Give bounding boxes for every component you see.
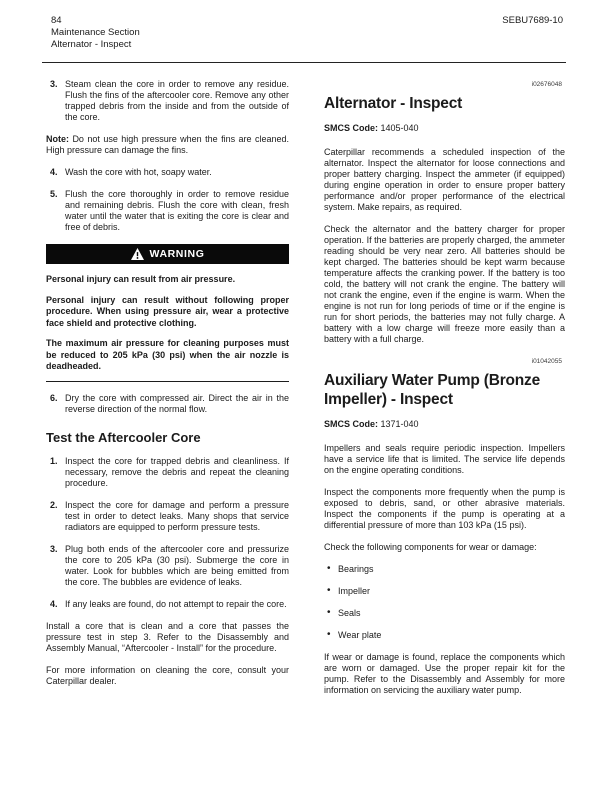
numbered-step — [46, 544, 289, 588]
step-number: 5. — [50, 189, 58, 199]
smcs-code-line — [324, 123, 565, 134]
smcs-code-line — [324, 419, 565, 430]
warning-icon — [131, 248, 144, 260]
warning-header — [46, 244, 289, 264]
page-number: 84 — [51, 15, 62, 26]
smcs-value: 1405-040 — [380, 123, 419, 133]
list-item: • Seals — [324, 608, 565, 619]
list-item: • Wear plate — [324, 630, 565, 641]
step-text: Inspect the core for trapped debris and cleanliness. If necessary, remove the debris and repeat the cleaning procedure. — [65, 455, 289, 488]
body-paragraph: If wear or damage is found, replace the components which are worn or damaged. Use the proper repair kit for the pump. Refer to the Disassembly and Assembly for more information on servicing the auxiliary water pump. — [324, 652, 565, 695]
numbered-step — [46, 189, 289, 233]
smcs-label: SMCS Code: — [324, 123, 378, 133]
article-heading: Alternator - Inspect — [324, 95, 463, 112]
numbered-step — [46, 393, 289, 415]
warning-box — [46, 244, 289, 382]
smcs-label: SMCS Code: — [324, 419, 378, 429]
step-text: Plug both ends of the aftercooler core and pressurize the core to 205 kPa (30 psi). Submerge the core in water. Look for bubbles which are being emitted from the core. The bubbles are evidence of leaks. — [65, 543, 289, 587]
step-text: Flush the core thoroughly in order to remove residue and remaining debris. Flush the core with clean, fresh water until the water that is exiting the core is clear and free of debris. — [65, 189, 289, 232]
step-text: Steam clean the core in order to remove any residue. Flush the fins of the aftercooler core. Remove any other trapped debris from the inside and from the outside of the core. — [65, 79, 289, 122]
step-number: 3. — [50, 543, 58, 554]
body-paragraph: Check the alternator and the battery charger for proper operation. If the batteries are properly charged, the ammeter reading should be very near zero. All batteries should be kept charged. The batteries should be kept warm because temperature affects the cranking power. If the battery is too cold, the battery will not crank the engine. The battery will not crank the engine, even if the engine is warm. When the engine is not run for long periods of time or if the engine is run for short periods, the batteries may not fully charge. A battery with a low charge will freeze more easily than a battery with a full charge. — [324, 224, 565, 344]
numbered-step — [46, 456, 289, 489]
header-rule — [42, 62, 566, 63]
doc-code: SEBU7689-10 — [502, 15, 563, 26]
left-column — [46, 79, 289, 698]
note-paragraph — [46, 134, 289, 156]
article-id: i01042055 — [531, 358, 562, 365]
step-number: 2. — [50, 499, 58, 510]
numbered-step — [46, 167, 289, 178]
numbered-step — [46, 500, 289, 533]
step-text: Inspect the core for damage and perform a pressure test in order to detect leaks. Many shops that service radiators are equipped to perform pressure tests. — [65, 499, 289, 532]
page-header-left — [51, 15, 140, 51]
smcs-value: 1371-040 — [380, 419, 419, 429]
warning-text: Personal injury can result without following proper procedure. When using pressure air, wear a protective face shield and protective clothing. — [46, 294, 289, 328]
numbered-step — [46, 599, 289, 610]
subsection-heading: Test the Aftercooler Core — [46, 429, 201, 445]
note-text: Do not use high pressure when the fins are cleaned. High pressure can damage the fins. — [46, 134, 289, 155]
step-text: Wash the core with hot, soapy water. — [65, 167, 212, 177]
body-paragraph: Caterpillar recommends a scheduled inspection of the alternator. Inspect the alternator for loose connections and proper battery charging. Inspect the ammeter (if equipped) during engine operation in order to ensure proper battery performance and/or proper performance of the electrical system. Make repairs, as required. — [324, 147, 565, 212]
article-heading: Auxiliary Water Pump (Bronze Impeller) - Inspect — [324, 372, 541, 408]
header-section: Maintenance Section — [51, 27, 140, 38]
body-paragraph: Impellers and seals require periodic inspection. Impellers have a service life that is limited. The service life depends on the engine operating conditions. — [324, 443, 565, 475]
article-id: i02676048 — [531, 81, 562, 88]
note-label: Note: — [46, 134, 69, 144]
step-text: Dry the core with compressed air. Direct the air in the reverse direction of the normal flow. — [65, 392, 289, 414]
step-number: 3. — [50, 79, 58, 89]
step-number: 6. — [50, 392, 58, 403]
step-number: 4. — [50, 598, 58, 609]
warning-text: Personal injury can result from air pressure. — [46, 274, 236, 284]
body-paragraph: Check the following components for wear or damage: — [324, 542, 537, 552]
numbered-step — [46, 79, 289, 123]
right-column — [324, 79, 565, 707]
list-item: • Impeller — [324, 586, 565, 597]
body-paragraph: For more information on cleaning the core, consult your Caterpillar dealer. — [46, 664, 289, 686]
step-number: 1. — [50, 455, 58, 466]
list-item: • Bearings — [324, 564, 565, 575]
body-paragraph: Install a core that is clean and a core that passes the pressure test in step 3. Refer to the Disassembly and Assembly Manual, “Aftercooler - Install” for the procedure. — [46, 620, 289, 653]
body-paragraph: Inspect the components more frequently when the pump is exposed to debris, sand, or other abrasive materials. Inspect the components if the pump is operating at a differential pressure of more than 103 kPa (15 psi). — [324, 487, 565, 530]
warning-text: The maximum air pressure for cleaning purposes must be reduced to 205 kPa (30 psi) when the air nozzle is deadheaded. — [46, 338, 289, 371]
step-text: If any leaks are found, do not attempt to repair the core. — [65, 598, 287, 609]
warning-title: WARNING — [149, 247, 205, 260]
step-number: 4. — [50, 167, 58, 177]
header-subsection: Alternator - Inspect — [51, 39, 132, 50]
